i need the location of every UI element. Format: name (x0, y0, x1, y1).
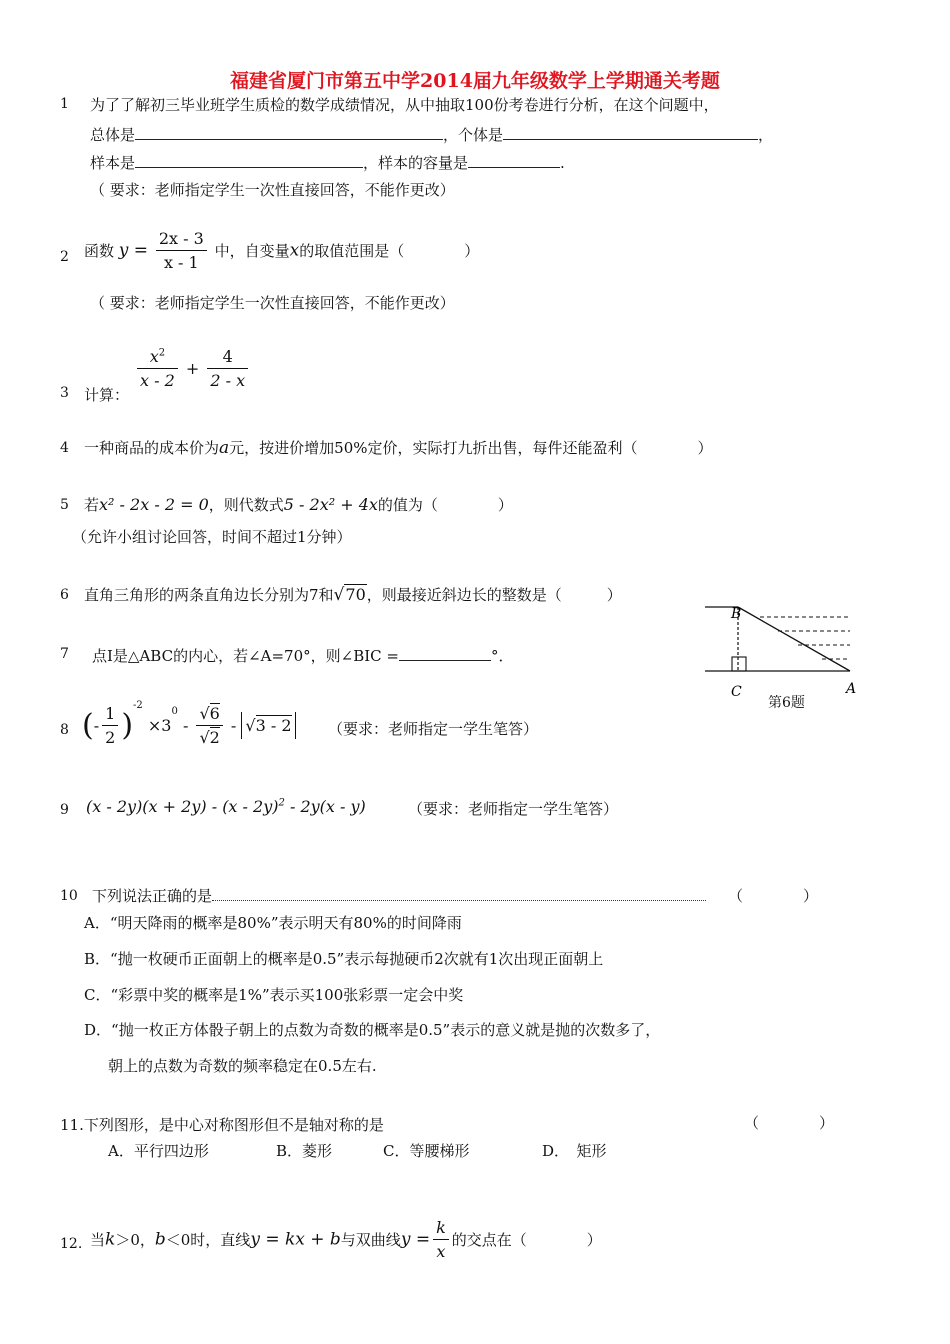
q11-stem: 11.下列图形，是中心对称图形但不是轴对称的是 (60, 1116, 384, 1134)
question-number: 1 (60, 96, 69, 112)
sqrt-sign: √ (333, 585, 345, 605)
q8-note: （要求：老师指定一学生笔答） (328, 720, 539, 738)
q4-stem: 一种商品的成本价为a元，按进价增加50%定价，实际打九折出售，每件还能盈利（ ） (84, 438, 713, 458)
q12-stem: 当k＞0，b＜0时，直线y = kx + b与双曲线y = $\frac{k}{x}$ 的交点在（ ） (90, 1218, 602, 1261)
question-number: 3 (60, 385, 69, 401)
question-number: 12. (60, 1236, 83, 1252)
q1-line2: 总体是 ，个体是 ， (90, 123, 773, 145)
answer-blank[interactable] (503, 123, 758, 140)
q11-option-a: A．平行四边形 (108, 1142, 209, 1160)
q9-note: （要求：老师指定一学生笔答） (408, 800, 619, 818)
question-number: 9 (60, 802, 69, 818)
q11-paren: （ ） (744, 1114, 835, 1132)
question-number: 5 (60, 497, 69, 513)
q10-option-a: A．“明天降雨的概率是80%”表示明天有80%的时间降雨 (84, 914, 462, 932)
q11-option-c: C．等腰梯形 (383, 1142, 470, 1160)
q10-option-b: B．“抛一枚硬币正面朝上的概率是0.5”表示每抛硬币2次就有1次出现正面朝上 (84, 950, 604, 968)
question-number: 2 (60, 249, 69, 265)
question-number: 4 (60, 440, 69, 456)
label-c: C (731, 684, 742, 700)
q2-stem: 函数 y = $\frac{2x - 3}{x - 1}$ 中，自变量x的取值范围是（ ） (84, 229, 480, 272)
q3-label: 计算： (84, 386, 130, 404)
q5-stem: 若x² - 2x - 2 = 0，则代数式5 - 2x² + 4x的值为（ ） (84, 495, 513, 514)
q10-option-d-cont: 朝上的点数为奇数的频率稳定在0.5左右. (108, 1057, 377, 1075)
right-angle-mark (732, 657, 746, 671)
q1-line3: 样本是 ，样本的容量是 . (90, 151, 565, 173)
label-b: B (731, 606, 742, 622)
answer-blank[interactable] (135, 151, 363, 168)
q10-paren: （ ） (728, 887, 819, 905)
q10-option-c: C．“彩票中奖的概率是1%”表示买100张彩票一定会中奖 (84, 986, 464, 1004)
question-number: 7 (60, 646, 69, 662)
question-number: 6 (60, 587, 69, 603)
q5-note: （允许小组讨论回答，时间不超过1分钟） (72, 528, 352, 546)
answer-blank[interactable] (468, 151, 560, 168)
question-number: 8 (60, 722, 69, 738)
answer-blank[interactable] (399, 644, 491, 661)
q1-line1: 为了了解初三毕业班学生质检的数学成绩情况，从中抽取100份考卷进行分析，在这个问题中， (90, 96, 719, 114)
question-number: 10 (60, 888, 78, 904)
q2-note: （ 要求：老师指定学生一次性直接回答，不能作更改） (90, 294, 455, 312)
q11-option-d: D． 矩形 (542, 1142, 607, 1160)
q1-note: （ 要求：老师指定学生一次性直接回答，不能作更改） (90, 181, 455, 199)
label-a: A (846, 681, 857, 697)
q3-expression: $\frac{x^2}{x - 2}$ + $\frac{4}{2 - x}$ (134, 347, 251, 390)
q2-fraction: $\frac{2x - 3}{x - 1}$ (156, 229, 207, 272)
q8-expression: (- $\frac{1}{2}$ )$^{-2} \times 3^0$ - $\frac{√6}{√2}$ - √3 - 2 (82, 700, 296, 747)
absolute-value: √3 - 2 (241, 712, 295, 739)
page-title: 福建省厦门市第五中学2014届九年级数学上学期通关考题 (230, 70, 720, 92)
q10-option-d: D．“抛一枚正方体骰子朝上的点数为奇数的概率是0.5”表示的意义就是抛的次数多了， (84, 1021, 661, 1039)
q7-stem: 点I是△ABC的内心，若∠A=70°，则∠BIC = °． (92, 644, 513, 666)
figure-caption: 第6题 (768, 695, 805, 711)
q11-option-b: B．菱形 (276, 1142, 333, 1160)
q6-stem: 直角三角形的两条直角边长分别为7和√70，则最接近斜边长的整数是（ ） (84, 585, 622, 605)
answer-blank[interactable] (135, 123, 443, 140)
q9-expression: (x - 2y)(x + 2y) - (x - 2y)$^2$ - 2y(x - y) (86, 797, 366, 816)
q10-stem: 下列说法正确的是 (92, 885, 706, 906)
dotted-leader (212, 886, 706, 901)
